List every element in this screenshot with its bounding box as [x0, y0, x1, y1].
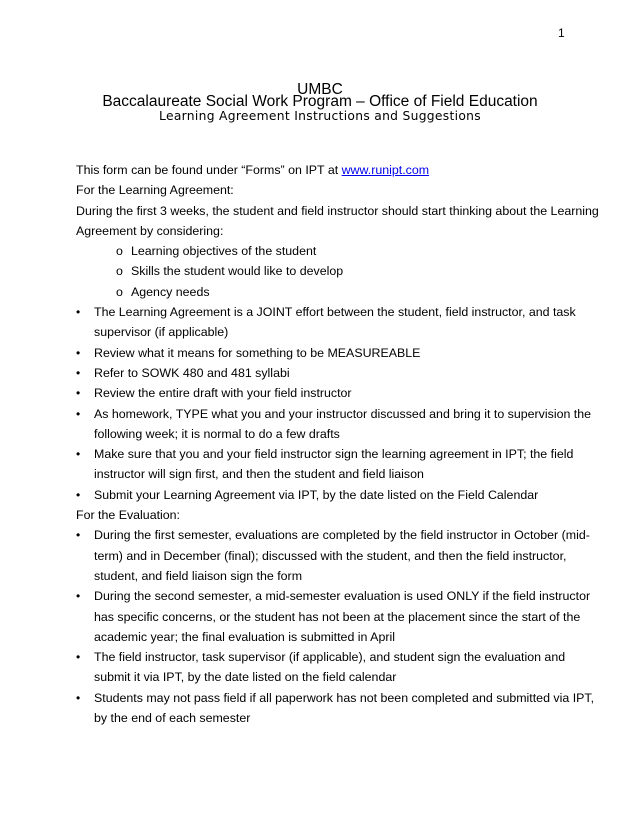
bullet-icon: • [76, 487, 81, 502]
bullet-item [76, 688, 595, 729]
sub-list-text: Skills the student would like to develop [131, 264, 344, 279]
bullet-text-line: Make sure that you and your field instructor sign the learning agreement in IPT; the field [94, 447, 574, 462]
bullet-item [76, 363, 576, 383]
bullet-item [76, 525, 590, 586]
evaluation-heading: For the Evaluation: [76, 508, 181, 523]
document-body [76, 160, 599, 728]
bullet-item [76, 444, 576, 485]
bullet-item [76, 383, 576, 403]
bullet-text-line: submit it via IPT, by the date listed on the field calendar [94, 670, 397, 685]
la-paragraph-line: Agreement by considering: [76, 223, 224, 238]
bullet-icon: • [76, 650, 81, 665]
bullet-item [76, 404, 592, 445]
document-title: Learning Agreement Instructions and Suggestions [159, 109, 481, 123]
bullet-icon: • [76, 305, 81, 320]
bullet-icon: • [76, 406, 81, 421]
sub-bullet-icon: o [116, 264, 123, 279]
sub-list-text: Learning objectives of the student [131, 244, 317, 259]
bullet-item [76, 647, 576, 688]
bullet-item [76, 485, 576, 505]
learning-agreement-heading: For the Learning Agreement: [76, 183, 234, 198]
bullet-icon: • [76, 690, 81, 705]
intro-text: This form can be found under “Forms” on IPT at [76, 163, 342, 177]
bullet-text-line: As homework, TYPE what you and your instructor discussed and bring it to supervision the [94, 406, 592, 421]
bullet-text-line: Review what it means for something to be MEASUREABLE [94, 345, 421, 360]
bullet-text-line: Review the entire draft with your field instructor [94, 386, 352, 401]
bullet-icon: • [76, 345, 81, 360]
bullet-text-line: Submit your Learning Agreement via IPT, by the date listed on the Field Calendar [94, 487, 539, 502]
program-heading: Baccalaureate Social Work Program – Office of Field Education [102, 93, 538, 110]
bullet-text-line: instructor will sign first, and then the student and field liaison [94, 467, 424, 482]
sub-list-text: Agency needs [131, 284, 210, 299]
bullet-text-line: has specific concerns, or the student has not been at the placement since the start of the [94, 609, 581, 624]
bullet-text-line: academic year; the final evaluation is submitted in April [94, 629, 395, 644]
bullet-item [76, 302, 576, 343]
sub-bullet-icon: o [116, 244, 123, 259]
bullet-text-line: The field instructor, task supervisor (if applicable), and student sign the evaluation and [94, 650, 566, 665]
bullet-text-line: During the first semester, evaluations are completed by the field instructor in October (mid- [94, 528, 590, 543]
bullet-icon: • [76, 365, 81, 380]
bullet-text-line: Students may not pass field if all paperwork has not been completed and submitted via IPT, [94, 690, 595, 705]
sub-bullet-icon: o [116, 284, 123, 299]
sub-list-item [76, 261, 576, 281]
bullet-icon: • [76, 589, 81, 604]
bullet-text-line: During the second semester, a mid-semester evaluation is used ONLY if the field instructor [94, 589, 591, 604]
ipt-link[interactable]: www.runipt.com [341, 163, 430, 177]
bullet-icon: • [76, 528, 81, 543]
bullet-icon: • [76, 386, 81, 401]
org-heading: UMBC [297, 81, 343, 98]
bullet-text-line: by the end of each semester [94, 711, 251, 726]
intro-line [76, 160, 576, 180]
bullet-text-line: Refer to SOWK 480 and 481 syllabi [94, 365, 290, 380]
bullet-item [76, 586, 591, 647]
bullet-text-line: The Learning Agreement is a JOINT effort between the student, field instructor, and task [94, 305, 576, 320]
bullet-text-line: following week; it is normal to do a few drafts [94, 426, 340, 441]
bullet-text-line: student, and field liaison sign the form [94, 568, 303, 583]
sub-list-item [76, 282, 576, 302]
bullet-text-line: term) and in December (final); discussed with the student, and then the field instructor, [94, 548, 567, 563]
page-number: 1 [558, 26, 565, 40]
sub-list-item [76, 241, 576, 261]
bullet-icon: • [76, 447, 81, 462]
bullet-item [76, 343, 576, 363]
bullet-text-line: supervisor (if applicable) [94, 325, 229, 340]
la-paragraph-line: During the first 3 weeks, the student and field instructor should start thinking about the Learning [76, 203, 599, 218]
